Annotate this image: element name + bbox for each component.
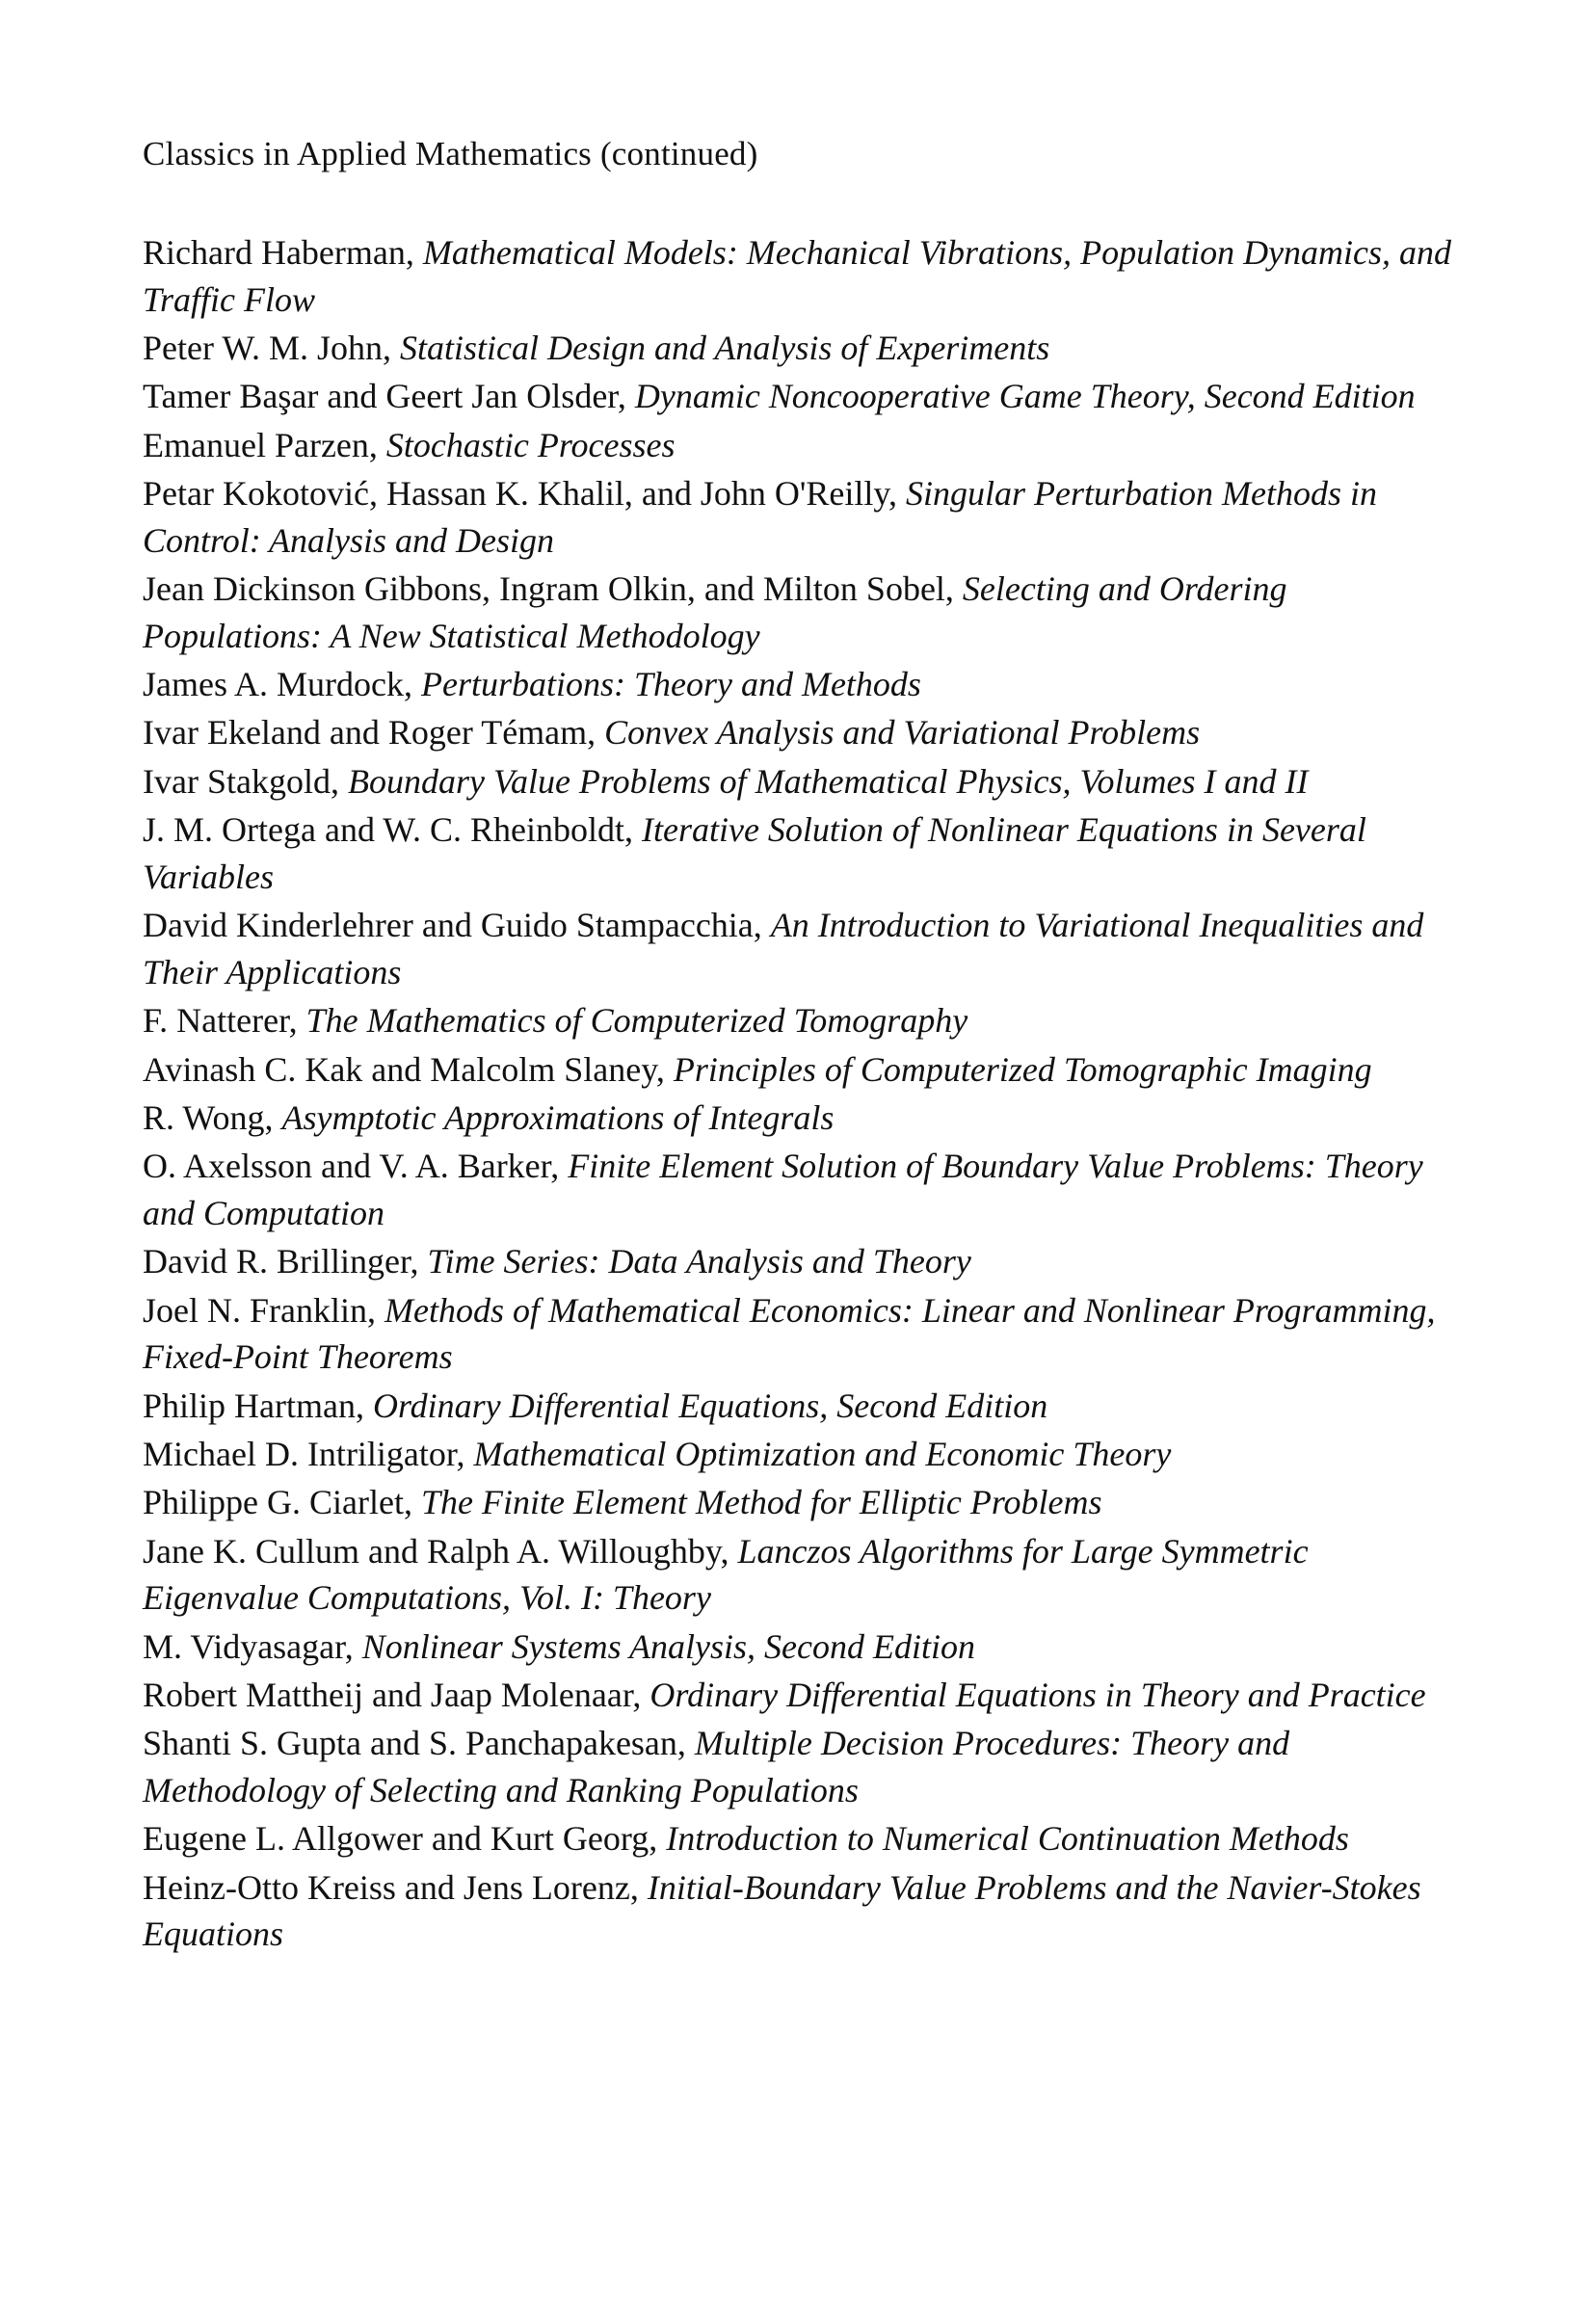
book-authors: Avinash C. Kak and Malcolm Slaney: [143, 1049, 656, 1089]
book-authors: Eugene L. Allgower and Kurt Georg: [143, 1819, 649, 1859]
book-authors: Robert Mattheij and Jaap Molenaar: [143, 1675, 633, 1714]
book-title: An Introduction to Variational Inequalities and Their Applications: [143, 906, 1424, 991]
book-authors: Ivar Stakgold: [143, 761, 331, 801]
book-title: Finite Element Solution of Boundary Value Problems: Theory and Computation: [143, 1147, 1423, 1232]
book-entry: Robert Mattheij and Jaap Molenaar, Ordinary Differential Equations in Theory and Practice: [143, 1675, 1426, 1714]
book-title: Selecting and Ordering Populations: A New Statistical Methodology: [143, 569, 1287, 655]
book-authors: Jean Dickinson Gibbons, Ingram Olkin, and Milton Sobel: [143, 569, 945, 609]
book-title: Convex Analysis and Variational Problems: [604, 713, 1201, 753]
book-title: Initial-Boundary Value Problems and the Navier-Stokes Equations: [143, 1867, 1421, 1954]
book-authors: David R. Brillinger: [143, 1242, 411, 1281]
book-title: Time Series: Data Analysis and Theory: [427, 1242, 971, 1281]
book-authors: Philip Hartman: [143, 1386, 356, 1425]
book-title: Singular Perturbation Methods in Control: Analysis and Design: [143, 473, 1378, 560]
book-entry: Ivar Ekeland and Roger Témam, Convex Analysis and Variational Problems: [143, 713, 1201, 753]
book-entry: Peter W. M. John, Statistical Design and Analysis of Experiments: [143, 329, 1050, 368]
book-entry: Heinz-Otto Kreiss and Jens Lorenz, Initial-Boundary Value Problems and the Navier-Stokes Equations: [143, 1867, 1421, 1954]
book-authors: Peter W. M. John: [143, 329, 384, 368]
book-authors: Jane K. Cullum and Ralph A. Willoughby: [143, 1531, 721, 1571]
book-authors: Heinz-Otto Kreiss and Jens Lorenz: [143, 1867, 630, 1907]
book-entry: Avinash C. Kak and Malcolm Slaney, Principles of Computerized Tomographic Imaging: [143, 1049, 1372, 1089]
book-entry: Joel N. Franklin, Methods of Mathematical Economics: Linear and Nonlinear Programming, Fixed-Point Theorems: [143, 1290, 1436, 1377]
book-title: Nonlinear Systems Analysis, Second Edition: [361, 1626, 975, 1666]
book-entry: Eugene L. Allgower and Kurt Georg, Introduction to Numerical Continuation Methods: [143, 1819, 1349, 1859]
book-title: Multiple Decision Procedures: Theory and Methodology of Selecting and Ranking Populations: [143, 1724, 1290, 1809]
book-entry: F. Natterer, The Mathematics of Computerized Tomography: [143, 1001, 968, 1041]
book-authors: Richard Haberman: [143, 233, 406, 272]
book-authors: Tamer Başar and Geert Jan Olsder: [143, 377, 618, 416]
book-title: Ordinary Differential Equations, Second Edition: [372, 1386, 1048, 1425]
book-list: [143, 229, 1463, 1958]
book-entry: David Kinderlehrer and Guido Stampacchia, An Introduction to Variational Inequalities and Their Applications: [143, 906, 1424, 991]
book-entry: Petar Kokotović, Hassan K. Khalil, and John O'Reilly, Singular Perturbation Methods in Control: Analysis and Design: [143, 473, 1378, 560]
book-title: Iterative Solution of Nonlinear Equations in Several Variables: [143, 810, 1366, 896]
book-entry: James A. Murdock, Perturbations: Theory and Methods: [143, 665, 921, 704]
book-title: Boundary Value Problems of Mathematical Physics, Volumes I and II: [347, 761, 1309, 801]
book-entry: Michael D. Intriligator, Mathematical Optimization and Economic Theory: [143, 1434, 1172, 1473]
book-authors: Michael D. Intriligator: [143, 1434, 457, 1473]
book-entry: Jane K. Cullum and Ralph A. Willoughby, Lanczos Algorithms for Large Symmetric Eigenvalue Computations, Vol. I: Theory: [143, 1531, 1309, 1618]
book-authors: O. Axelsson and V. A. Barker: [143, 1147, 551, 1186]
book-entry: Ivar Stakgold, Boundary Value Problems of Mathematical Physics, Volumes I and II: [143, 761, 1309, 801]
page-heading: Classics in Applied Mathematics (continued): [143, 135, 758, 172]
book-authors: M. Vidyasagar: [143, 1626, 345, 1666]
book-title: Stochastic Processes: [385, 425, 676, 464]
book-entry: Philip Hartman, Ordinary Differential Equations, Second Edition: [143, 1386, 1048, 1425]
book-authors: Shanti S. Gupta and S. Panchapakesan: [143, 1724, 677, 1763]
book-entry: Philippe G. Ciarlet, The Finite Element Method for Elliptic Problems: [143, 1483, 1102, 1522]
book-title: Asymptotic Approximations of Integrals: [281, 1097, 835, 1137]
book-title: Perturbations: Theory and Methods: [420, 665, 921, 704]
book-entry: M. Vidyasagar, Nonlinear Systems Analysis, Second Edition: [143, 1626, 975, 1666]
book-title: Principles of Computerized Tomographic Imaging: [673, 1049, 1372, 1089]
book-title: Dynamic Noncooperative Game Theory, Second Edition: [634, 377, 1416, 416]
book-authors: Ivar Ekeland and Roger Témam: [143, 713, 588, 753]
book-entry: Emanuel Parzen, Stochastic Processes: [143, 425, 676, 464]
book-entry: R. Wong, Asymptotic Approximations of Integrals: [143, 1097, 835, 1137]
book-page: [143, 133, 1463, 1960]
book-title: The Mathematics of Computerized Tomography: [305, 1001, 968, 1041]
book-title: Methods of Mathematical Economics: Linear and Nonlinear Programming, Fixed-Point Theorems: [143, 1290, 1436, 1377]
book-entry: Tamer Başar and Geert Jan Olsder, Dynamic Noncooperative Game Theory, Second Edition: [143, 377, 1416, 416]
book-authors: David Kinderlehrer and Guido Stampacchia: [143, 906, 754, 945]
book-entry: J. M. Ortega and W. C. Rheinboldt, Iterative Solution of Nonlinear Equations in Several Variables: [143, 810, 1366, 896]
book-title: Ordinary Differential Equations in Theory and Practice: [649, 1675, 1426, 1714]
book-authors: Joel N. Franklin: [143, 1290, 367, 1330]
book-authors: James A. Murdock: [143, 665, 404, 704]
book-entry: Shanti S. Gupta and S. Panchapakesan, Multiple Decision Procedures: Theory and Methodology of Selecting and Ranking Populations: [143, 1724, 1290, 1809]
book-title: Lanczos Algorithms for Large Symmetric Eigenvalue Computations, Vol. I: Theory: [143, 1531, 1309, 1618]
book-authors: Petar Kokotović, Hassan K. Khalil, and John O'Reilly: [143, 473, 889, 513]
book-title: Mathematical Optimization and Economic Theory: [473, 1434, 1172, 1473]
book-entry: O. Axelsson and V. A. Barker, Finite Element Solution of Boundary Value Problems: Theory and Computation: [143, 1147, 1423, 1232]
book-entry: Jean Dickinson Gibbons, Ingram Olkin, and Milton Sobel, Selecting and Ordering Populations: A New Statistical Methodology: [143, 569, 1287, 655]
book-title: The Finite Element Method for Elliptic Problems: [420, 1483, 1102, 1522]
book-entry: David R. Brillinger, Time Series: Data Analysis and Theory: [143, 1242, 971, 1281]
book-title: Introduction to Numerical Continuation Methods: [666, 1819, 1349, 1859]
book-authors: F. Natterer: [143, 1001, 289, 1041]
book-authors: Philippe G. Ciarlet: [143, 1483, 404, 1522]
book-entry: Richard Haberman, Mathematical Models: Mechanical Vibrations, Population Dynamics, and Traffic Flow: [143, 233, 1452, 319]
book-title: Statistical Design and Analysis of Experiments: [400, 329, 1050, 368]
book-title: Mathematical Models: Mechanical Vibrations, Population Dynamics, and Traffic Flow: [143, 233, 1452, 319]
book-authors: J. M. Ortega and W. C. Rheinboldt: [143, 810, 624, 850]
book-authors: R. Wong: [143, 1097, 265, 1137]
book-authors: Emanuel Parzen: [143, 425, 369, 464]
